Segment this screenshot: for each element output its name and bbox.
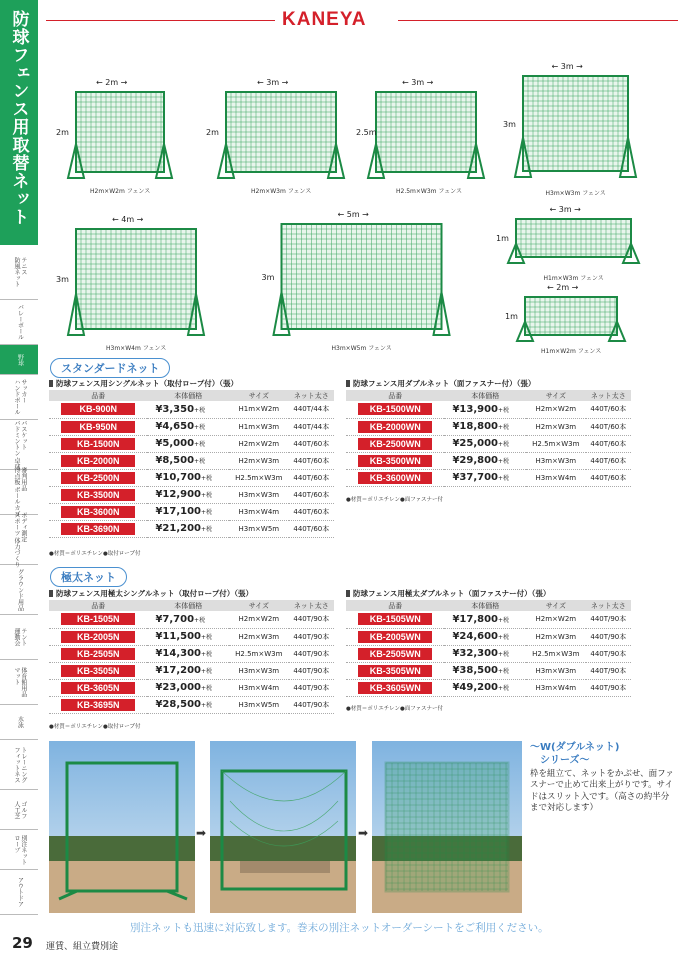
product-size: H2m×W3m <box>229 628 289 645</box>
tax-suffix: +税 <box>498 634 510 641</box>
product-price: ¥21,200 <box>155 523 201 534</box>
fence-width-label: ← 2m → <box>547 283 579 292</box>
product-code: KB-900N <box>61 403 135 415</box>
product-size: H2m×W2m <box>526 611 586 628</box>
product-code: KB-1500N <box>61 438 135 450</box>
w-series-body: 枠を組立て、ネットをかぶせ、面ファスナーで止めて出来上がりです。サイドはスリット入です。（高さの約半分まで対応します） <box>530 769 674 814</box>
tax-suffix: +税 <box>201 651 213 658</box>
table-row <box>49 503 334 520</box>
double-net-title: 防球フェンス用ダブルネット（面ファスナー付）（張） <box>346 378 535 389</box>
photo-frame-only <box>49 741 195 913</box>
product-size: H2m×W2m <box>229 611 289 628</box>
product-size: H2.5m×W3m <box>526 435 586 452</box>
product-size: H2m×W3m <box>526 628 586 645</box>
product-size: H1m×W3m <box>229 418 289 435</box>
product-code: KB-3605N <box>61 682 135 694</box>
table-row <box>346 452 631 469</box>
fence-width-label: ← 3m → <box>402 78 434 87</box>
product-code: KB-3500WN <box>358 455 432 467</box>
table-row <box>49 628 334 645</box>
net-thickness: 440T/90本 <box>289 645 334 662</box>
table-row <box>346 435 631 452</box>
table-row <box>346 401 631 418</box>
table-header: サイズ <box>229 600 289 611</box>
tax-suffix: +税 <box>194 424 206 431</box>
arrow-icon: ➡ <box>196 826 207 840</box>
thick-double-title: 防球フェンス用極太ダブルネット（面ファスナー付）（張） <box>346 588 550 599</box>
single-net-table <box>49 390 334 538</box>
tax-suffix: +税 <box>498 685 510 692</box>
thick-double-note: ●材質＝ポリエチレン●面ファスナー付 <box>346 706 444 712</box>
sidebar-tab[interactable]: グラウンド用品 <box>0 565 38 615</box>
product-price: ¥23,000 <box>155 682 201 693</box>
tax-suffix: +税 <box>201 475 213 482</box>
product-size: H2.5m×W3m <box>526 645 586 662</box>
fence-illustration <box>56 215 212 352</box>
sidebar-tab[interactable]: トレーニング フィットネス <box>0 740 38 790</box>
table-header: 品番 <box>346 390 444 401</box>
table-header: 本体価格 <box>147 600 229 611</box>
product-code: KB-2500WN <box>358 438 432 450</box>
tax-suffix: +税 <box>201 685 213 692</box>
sidebar-tab[interactable]: テント 運動会 <box>0 615 38 660</box>
table-row <box>49 679 334 696</box>
fence-height-label: 3m <box>503 119 516 129</box>
tax-suffix: +税 <box>498 424 510 431</box>
product-code: KB-2000N <box>61 455 135 467</box>
product-size: H3m×W3m <box>526 452 586 469</box>
fence-caption: H3m×W3m フェンス <box>545 190 606 197</box>
tax-suffix: +税 <box>498 616 510 624</box>
net-thickness: 440T/90本 <box>289 628 334 645</box>
table-header: ネット太さ <box>586 390 631 401</box>
product-price: ¥12,900 <box>155 489 201 500</box>
table-row <box>346 645 631 662</box>
tax-suffix: +税 <box>194 406 206 414</box>
brand-logo: KANEYA <box>282 9 367 30</box>
photo-net-attaching <box>210 741 356 913</box>
product-size: H3m×W3m <box>526 662 586 679</box>
tax-suffix: +税 <box>201 634 213 641</box>
thick-single-note: ●材質＝ポリエチレン●取付ロープ付 <box>49 724 141 730</box>
product-code: KB-3505WN <box>358 665 432 677</box>
thick-double-table <box>346 600 631 697</box>
table-row <box>49 520 334 537</box>
product-price: ¥5,000 <box>155 438 195 449</box>
fence-height-label: 3m <box>261 272 275 282</box>
tax-suffix: +税 <box>498 406 510 414</box>
net-thickness: 440T/60本 <box>586 401 631 418</box>
product-price: ¥25,000 <box>452 438 498 449</box>
net-thickness: 440T/90本 <box>289 611 334 628</box>
fence-width-label: ← 3m → <box>549 205 581 214</box>
product-price: ¥11,500 <box>155 631 201 642</box>
tax-suffix: +税 <box>194 458 206 465</box>
product-price: ¥14,300 <box>155 648 201 659</box>
net-thickness: 440T/90本 <box>586 611 631 628</box>
table-row <box>49 662 334 679</box>
table-row <box>346 469 631 486</box>
sidebar-tab[interactable]: テニス 防風ネット <box>0 245 38 300</box>
product-code: KB-3600N <box>61 506 135 518</box>
product-size: H3m×W5m <box>229 520 289 537</box>
net-thickness: 440T/60本 <box>289 503 334 520</box>
sidebar-tab[interactable]: サッカー ハンドボール <box>0 375 38 420</box>
product-size: H3m×W4m <box>526 679 586 696</box>
net-thickness: 440T/60本 <box>586 452 631 469</box>
thick-single-title: 防球フェンス用極太シングルネット（取付ロープ付）（張） <box>49 588 253 599</box>
product-size: H2m×W2m <box>526 401 586 418</box>
product-price: ¥37,700 <box>452 472 498 483</box>
fence-width-label: ← 3m → <box>257 78 289 87</box>
product-size: H3m×W3m <box>229 486 289 503</box>
table-row <box>49 486 334 503</box>
product-price: ¥17,100 <box>155 506 201 517</box>
product-code: KB-1505N <box>61 613 135 625</box>
fence-caption: H2.5m×W3m フェンス <box>396 188 462 195</box>
product-code: KB-3500N <box>61 489 135 501</box>
product-price: ¥24,600 <box>452 631 498 642</box>
product-size: H2.5m×W3m <box>229 469 289 486</box>
product-price: ¥4,650 <box>155 421 195 432</box>
product-price: ¥17,200 <box>155 665 201 676</box>
product-size: H3m×W3m <box>229 662 289 679</box>
product-size: H2m×W3m <box>526 418 586 435</box>
fence-caption: H1m×W2m フェンス <box>541 348 602 355</box>
table-row <box>49 418 334 435</box>
product-size: H3m×W5m <box>229 696 289 713</box>
tax-suffix: +税 <box>201 509 213 516</box>
fence-height-label: 1m <box>505 312 518 321</box>
product-code: KB-3605WN <box>358 682 432 694</box>
net-thickness: 440T/60本 <box>586 435 631 452</box>
fence-illustration <box>356 78 487 195</box>
fence-illustration <box>503 62 639 197</box>
net-thickness: 440T/60本 <box>289 452 334 469</box>
thick-single-table <box>49 600 334 714</box>
fence-height-label: 2m <box>56 128 69 137</box>
fence-height-label: 2m <box>206 128 219 137</box>
tax-suffix: +税 <box>201 668 213 675</box>
fence-illustration <box>505 283 627 355</box>
category-heading: 防球フェンス用取替ネット <box>0 0 38 245</box>
sidebar-tab[interactable]: 審判用品 得点板 ボールカゴ <box>0 470 38 515</box>
product-code: KB-3505N <box>61 665 135 677</box>
product-code: KB-3600WN <box>358 472 432 484</box>
table-header: ネット太さ <box>289 390 334 401</box>
table-header: 本体価格 <box>147 390 229 401</box>
sidebar-tab[interactable]: ボディ測定 スポーツ 体力づくり <box>0 515 38 565</box>
product-code: KB-2505N <box>61 648 135 660</box>
fence-caption: H3m×W5m フェンス <box>331 345 392 352</box>
sidebar-tab[interactable]: 水泳 <box>0 705 38 740</box>
fence-width-label: ← 2m → <box>96 78 128 87</box>
net-thickness: 440T/90本 <box>586 645 631 662</box>
w-series-title: ～W(ダブルネット) シリーズ～ <box>530 742 620 766</box>
product-price: ¥28,500 <box>155 699 201 710</box>
double-net-note: ●材質＝ポリエチレン●面ファスナー付 <box>346 497 444 503</box>
table-row <box>49 645 334 662</box>
product-code: KB-2005WN <box>358 631 432 643</box>
net-thickness: 440T/60本 <box>586 418 631 435</box>
tax-suffix: +税 <box>194 616 206 624</box>
table-row <box>49 469 334 486</box>
product-code: KB-2505WN <box>358 648 432 660</box>
product-code: KB-1500WN <box>358 403 432 415</box>
table-header: ネット太さ <box>289 600 334 611</box>
net-thickness: 440T/90本 <box>586 662 631 679</box>
product-price: ¥3,350 <box>155 403 195 415</box>
product-price: ¥32,300 <box>452 648 498 659</box>
table-header: サイズ <box>526 390 586 401</box>
fence-caption: H3m×W4m フェンス <box>106 345 167 352</box>
sidebar-tab[interactable]: バレーボール <box>0 300 38 345</box>
product-code: KB-950N <box>61 421 135 433</box>
single-net-note: ●材質＝ポリエチレン●取付ロープ付 <box>49 551 141 557</box>
tax-suffix: +税 <box>498 668 510 675</box>
net-thickness: 440T/60本 <box>289 486 334 503</box>
fence-width-label: ← 3m → <box>551 62 583 71</box>
fence-illustration <box>261 210 455 352</box>
table-row <box>346 679 631 696</box>
net-thickness: 440T/60本 <box>289 469 334 486</box>
product-size: H3m×W4m <box>526 469 586 486</box>
sidebar-tab[interactable]: 野球 <box>0 345 38 375</box>
table-header: 本体価格 <box>444 600 526 611</box>
net-thickness: 440T/90本 <box>289 679 334 696</box>
table-row <box>346 418 631 435</box>
net-thickness: 440T/44本 <box>289 418 334 435</box>
table-header: ネット太さ <box>586 600 631 611</box>
fence-height-label: 2.5m <box>356 128 377 137</box>
table-row <box>49 611 334 628</box>
table-row <box>49 696 334 713</box>
tax-suffix: +税 <box>201 702 213 709</box>
sidebar-tab[interactable]: バスケット バドミントン 卓球 <box>0 420 38 470</box>
fence-illustration <box>56 78 176 195</box>
product-code: KB-3695N <box>61 699 135 711</box>
net-thickness: 440T/90本 <box>289 662 334 679</box>
header-rule-left <box>46 20 275 21</box>
product-code: KB-3690N <box>61 523 135 535</box>
product-size: H3m×W4m <box>229 679 289 696</box>
sidebar-tab[interactable]: 別注ネット ロープ <box>0 830 38 870</box>
tax-suffix: +税 <box>201 492 213 499</box>
tax-suffix: +税 <box>498 475 510 482</box>
sidebar-tab[interactable]: アウトドア <box>0 870 38 915</box>
net-thickness: 440T/90本 <box>586 628 631 645</box>
fence-caption: H1m×W3m フェンス <box>543 275 604 282</box>
product-price: ¥49,200 <box>452 682 498 693</box>
table-row <box>346 662 631 679</box>
thick-net-label: 極太ネット <box>50 567 127 587</box>
net-thickness: 440T/90本 <box>289 696 334 713</box>
sidebar-tab[interactable]: ゴルフ 人工芝 <box>0 790 38 830</box>
fence-caption: H2m×W2m フェンス <box>90 188 151 195</box>
tax-suffix: +税 <box>201 526 213 533</box>
product-size: H3m×W4m <box>229 503 289 520</box>
fence-width-label: ← 5m → <box>337 210 369 219</box>
table-header: サイズ <box>229 390 289 401</box>
product-size: H2m×W2m <box>229 435 289 452</box>
product-price: ¥13,900 <box>452 403 498 415</box>
product-price: ¥18,800 <box>452 421 498 432</box>
product-price: ¥29,800 <box>452 455 498 466</box>
product-size: H2m×W3m <box>229 452 289 469</box>
single-net-title: 防球フェンス用シングルネット（取付ロープ付）（張） <box>49 378 238 389</box>
net-thickness: 440T/44本 <box>289 401 334 418</box>
product-size: H2.5m×W3m <box>229 645 289 662</box>
arrow-icon: ➡ <box>358 826 369 840</box>
shipping-note: 運賃、組立費別途 <box>46 942 119 952</box>
fence-illustration <box>206 78 347 195</box>
fence-width-label: ← 4m → <box>112 215 144 224</box>
product-price: ¥10,700 <box>155 472 201 483</box>
fence-height-label: 3m <box>56 275 69 284</box>
sidebar <box>0 0 38 964</box>
product-price: ¥8,500 <box>155 455 195 466</box>
header-rule-right <box>398 20 678 21</box>
product-price: ¥38,500 <box>452 665 498 676</box>
table-row <box>49 452 334 469</box>
table-header: 本体価格 <box>444 390 526 401</box>
fence-caption: H2m×W3m フェンス <box>251 188 312 195</box>
product-price: ¥17,800 <box>452 613 498 625</box>
double-net-table <box>346 390 631 487</box>
net-thickness: 440T/60本 <box>586 469 631 486</box>
table-header: 品番 <box>49 390 147 401</box>
tax-suffix: +税 <box>498 458 510 465</box>
photo-net-complete <box>372 741 522 913</box>
net-thickness: 440T/60本 <box>289 435 334 452</box>
table-header: サイズ <box>526 600 586 611</box>
product-code: KB-2500N <box>61 472 135 484</box>
table-header: 品番 <box>346 600 444 611</box>
net-thickness: 440T/90本 <box>586 679 631 696</box>
product-price: ¥7,700 <box>155 613 195 625</box>
table-row <box>49 401 334 418</box>
net-thickness: 440T/60本 <box>289 520 334 537</box>
table-header: 品番 <box>49 600 147 611</box>
table-row <box>49 435 334 452</box>
custom-order-note: 別注ネットも迅速に対応致します。巻末の別注ネットオーダーシートをご利用ください。 <box>130 922 549 934</box>
table-row <box>346 628 631 645</box>
sidebar-tab[interactable]: 体育館用品 マット <box>0 660 38 705</box>
product-size: H1m×W2m <box>229 401 289 418</box>
product-code: KB-2000WN <box>358 421 432 433</box>
standard-net-label: スタンダードネット <box>50 358 170 378</box>
fence-height-label: 1m <box>496 234 509 243</box>
tax-suffix: +税 <box>498 651 510 658</box>
page-number: 29 <box>12 934 33 952</box>
product-code: KB-2005N <box>61 631 135 643</box>
product-code: KB-1505WN <box>358 613 432 625</box>
tax-suffix: +税 <box>498 441 510 448</box>
tax-suffix: +税 <box>194 441 206 448</box>
table-row <box>346 611 631 628</box>
fence-illustration <box>496 205 642 282</box>
